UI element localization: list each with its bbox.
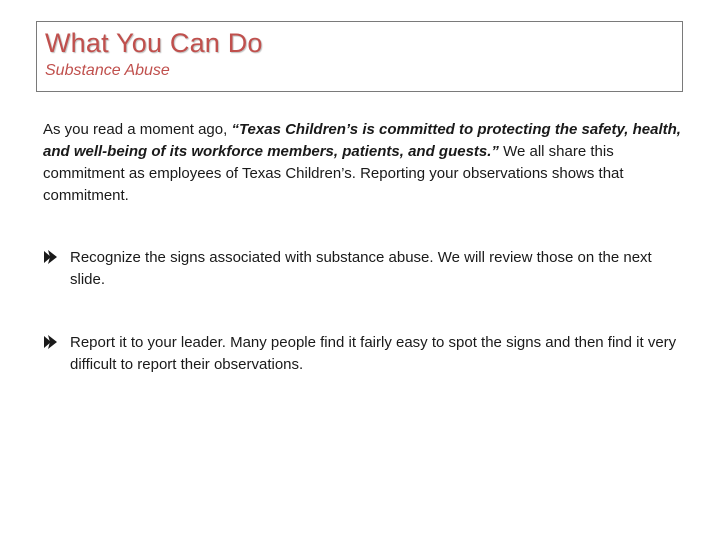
arrow-bullet-icon bbox=[43, 333, 59, 351]
bullet-item bbox=[43, 332, 683, 376]
intro-paragraph bbox=[43, 119, 683, 207]
bullet-item bbox=[43, 247, 683, 291]
intro-quote: “Texas Children’s is committed to protecting the safety, health, and well-being of its workforce members, patients, and guests.” bbox=[43, 121, 681, 160]
bullet-text: Report it to your leader. Many people find it fairly easy to spot the signs and then find it very difficult to report their observations. bbox=[70, 334, 677, 373]
slide-title: What You Can Do bbox=[45, 28, 263, 58]
intro-lead: As you read a moment ago, bbox=[43, 121, 232, 138]
intro-rest: We all share this commitment as employees of Texas Children’s. Reporting your observations shows that commitment. bbox=[43, 143, 624, 204]
slide-body bbox=[43, 119, 683, 376]
bullet-text: Recognize the signs associated with substance abuse. We will review those on the next slide. bbox=[70, 249, 652, 288]
title-box bbox=[36, 21, 683, 92]
slide-subtitle: Substance Abuse bbox=[45, 62, 170, 79]
arrow-bullet-icon bbox=[43, 248, 59, 266]
